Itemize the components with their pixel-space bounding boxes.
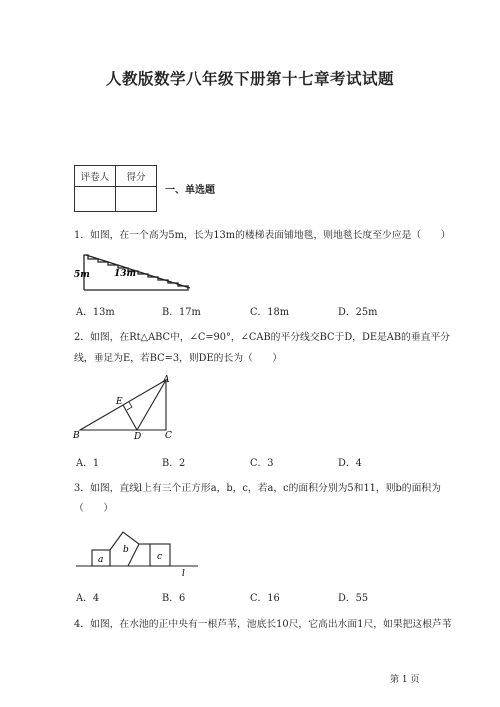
score-header: 得分: [116, 166, 157, 187]
bisector-ad: [137, 380, 166, 430]
grader-header: 评卷人: [75, 166, 116, 187]
label-b: B: [73, 431, 80, 441]
q2-option-c: C．3: [250, 458, 274, 469]
page-title: 人教版数学八年级下册第十七章考试试题: [105, 69, 394, 88]
question-2-line2: 线，垂足为E，若BC=3，则DE的长为（ ）: [74, 353, 283, 364]
triangle-figure: [70, 372, 190, 444]
grader-table: [74, 165, 157, 212]
q1-option-a: A．13m: [76, 307, 115, 318]
label-line-l: l: [182, 569, 185, 578]
q1-option-c: C．18m: [250, 307, 290, 318]
page-number: 第 1 页: [390, 675, 420, 685]
grader-cell: [75, 187, 116, 212]
q3-option-b: B．6: [162, 593, 186, 604]
question-2-line1: 2．如图，在Rt△ABC中，∠C=90°，∠CAB的平分线交BC于D，DE是AB的垂直平分: [74, 332, 451, 343]
label-a: A: [163, 375, 170, 385]
q3-option-d: D．55: [338, 593, 369, 604]
q3-option-c: C．16: [250, 593, 280, 604]
section-title: 一、单选题: [165, 185, 215, 196]
q1-option-b: B．17m: [162, 307, 201, 318]
score-cell: [116, 187, 157, 212]
q2-option-a: A．1: [76, 458, 100, 469]
label-d: D: [134, 432, 142, 442]
label-square-a: a: [98, 555, 104, 565]
right-angle-e: [127, 402, 132, 410]
label-square-c: c: [157, 552, 163, 562]
stair-figure: [74, 250, 204, 294]
question-3-line2: （ ）: [74, 503, 114, 514]
stair-hypotenuse: [86, 255, 190, 288]
q1-option-d: D．25m: [338, 307, 378, 318]
question-1-text: 1．如图，在一个高为5m，长为13m的楼梯表面铺地毯，则地毯长度至少应是（ ）: [74, 230, 451, 241]
stair-height-label: 5m: [74, 270, 90, 280]
squares-figure: [72, 522, 202, 578]
stair-length-label: 13m: [114, 269, 137, 279]
question-3-line1: 3．如图，直线l上有三个正方形a，b，c，若a，c的面积分别为5和11，则b的面积为: [74, 483, 441, 494]
q2-option-b: B．2: [162, 458, 186, 469]
q3-option-a: A．4: [76, 593, 100, 604]
label-e: E: [116, 397, 123, 407]
label-c: C: [165, 431, 172, 441]
segment-de: [123, 405, 137, 430]
label-square-b: b: [123, 545, 129, 555]
q2-option-d: D．4: [338, 458, 362, 469]
question-4-text: 4．如图，在水池的正中央有一根芦苇，池底长10尺，它高出水面1尺，如果把这根芦苇: [74, 619, 452, 630]
